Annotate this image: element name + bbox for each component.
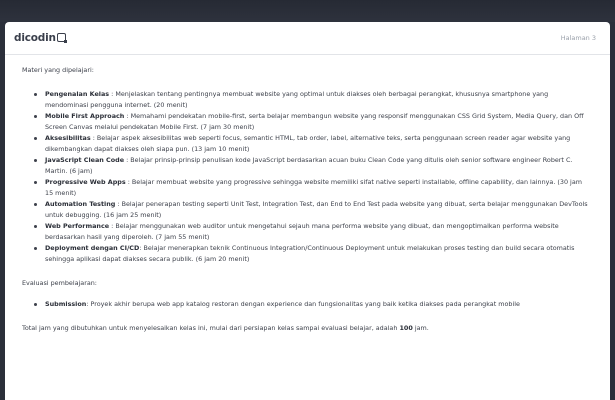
window-top-band	[0, 0, 615, 22]
list-item: Progressive Web Apps : Belajar membuat website yang progressive sehingga website memiliki sifat native seperti installable, offline capability, dan lainnya. (30 jam 15 menit)	[43, 177, 592, 199]
list-item: JavaScript Clean Code : Belajar prinsip-prinsip penulisan kode JavaScript berdasarkan acuan buku Clean Code yang ditulis oleh senior software engineer Robert C. Martin. (6 jam)	[43, 155, 592, 177]
list-item: Deployment dengan CI/CD: Belajar menerapkan teknik Continuous Integration/Continuous Deployment untuk melakukan proses testing dan build secara otomatis sehingga aplikasi dapat diakses secara publik. (6 jam 20 menit)	[43, 243, 592, 265]
page-number-label: Halaman 3	[560, 34, 596, 42]
dicoding-logo: dicodin	[14, 32, 66, 44]
materi-list	[22, 89, 592, 265]
list-item: Automation Testing : Belajar penerapan testing seperti Unit Test, Integration Test, dan End to End Test pada website yang dibuat, serta belajar menggunakan DevTools untuk debugging. (16 jam 25 menit)	[43, 199, 592, 221]
evaluasi-heading: Evaluasi pembelajaran:	[22, 279, 97, 287]
evaluasi-list	[22, 299, 592, 310]
list-item: Submission: Proyek akhir berupa web app katalog restoran dengan experience dan fungsionalitas yang baik ketika diakses pada perangkat mobile	[43, 299, 592, 310]
total-hours-text: Total jam yang dibutuhkan untuk menyelesaikan kelas ini, mulai dari persiapan kelas sampai evaluasi belajar, adalah 100 jam.	[22, 324, 429, 332]
list-item: Web Performance : Belajar menggunakan web auditor untuk mengetahui sejauh mana performa website yang dibuat, dan mengoptimalkan performa website berdasarkan hasil yang diperoleh. (7 jam 55 menit)	[43, 221, 592, 243]
materi-heading: Materi yang dipelajari:	[22, 66, 94, 74]
list-item: Mobile First Approach : Memahami pendekatan mobile-first, serta belajar membangun website yang responsif menggunakan CSS Grid System, Media Query, dan Off Screen Canvas melalui pendekatan Mobile First. (7 jam 30 menit)	[43, 111, 592, 133]
document-page	[5, 22, 610, 400]
page-header	[5, 22, 610, 55]
logo-mark-icon	[57, 33, 66, 42]
list-item: Pengenalan Kelas : Menjelaskan tentang pentingnya membuat website yang optimal untuk diakses oleh berbagai perangkat, khususnya smartphone yang mendominasi pengguna internet. (20 menit)	[43, 89, 592, 111]
document-content	[22, 65, 592, 334]
list-item: Aksesibilitas : Belajar aspek aksesibilitas web seperti focus, semantic HTML, tab order, label, alternative teks, serta penggunaan screen reader agar website yang dikembangkan dapat diakses oleh siapa pun. (13 jam 10 menit)	[43, 133, 592, 155]
